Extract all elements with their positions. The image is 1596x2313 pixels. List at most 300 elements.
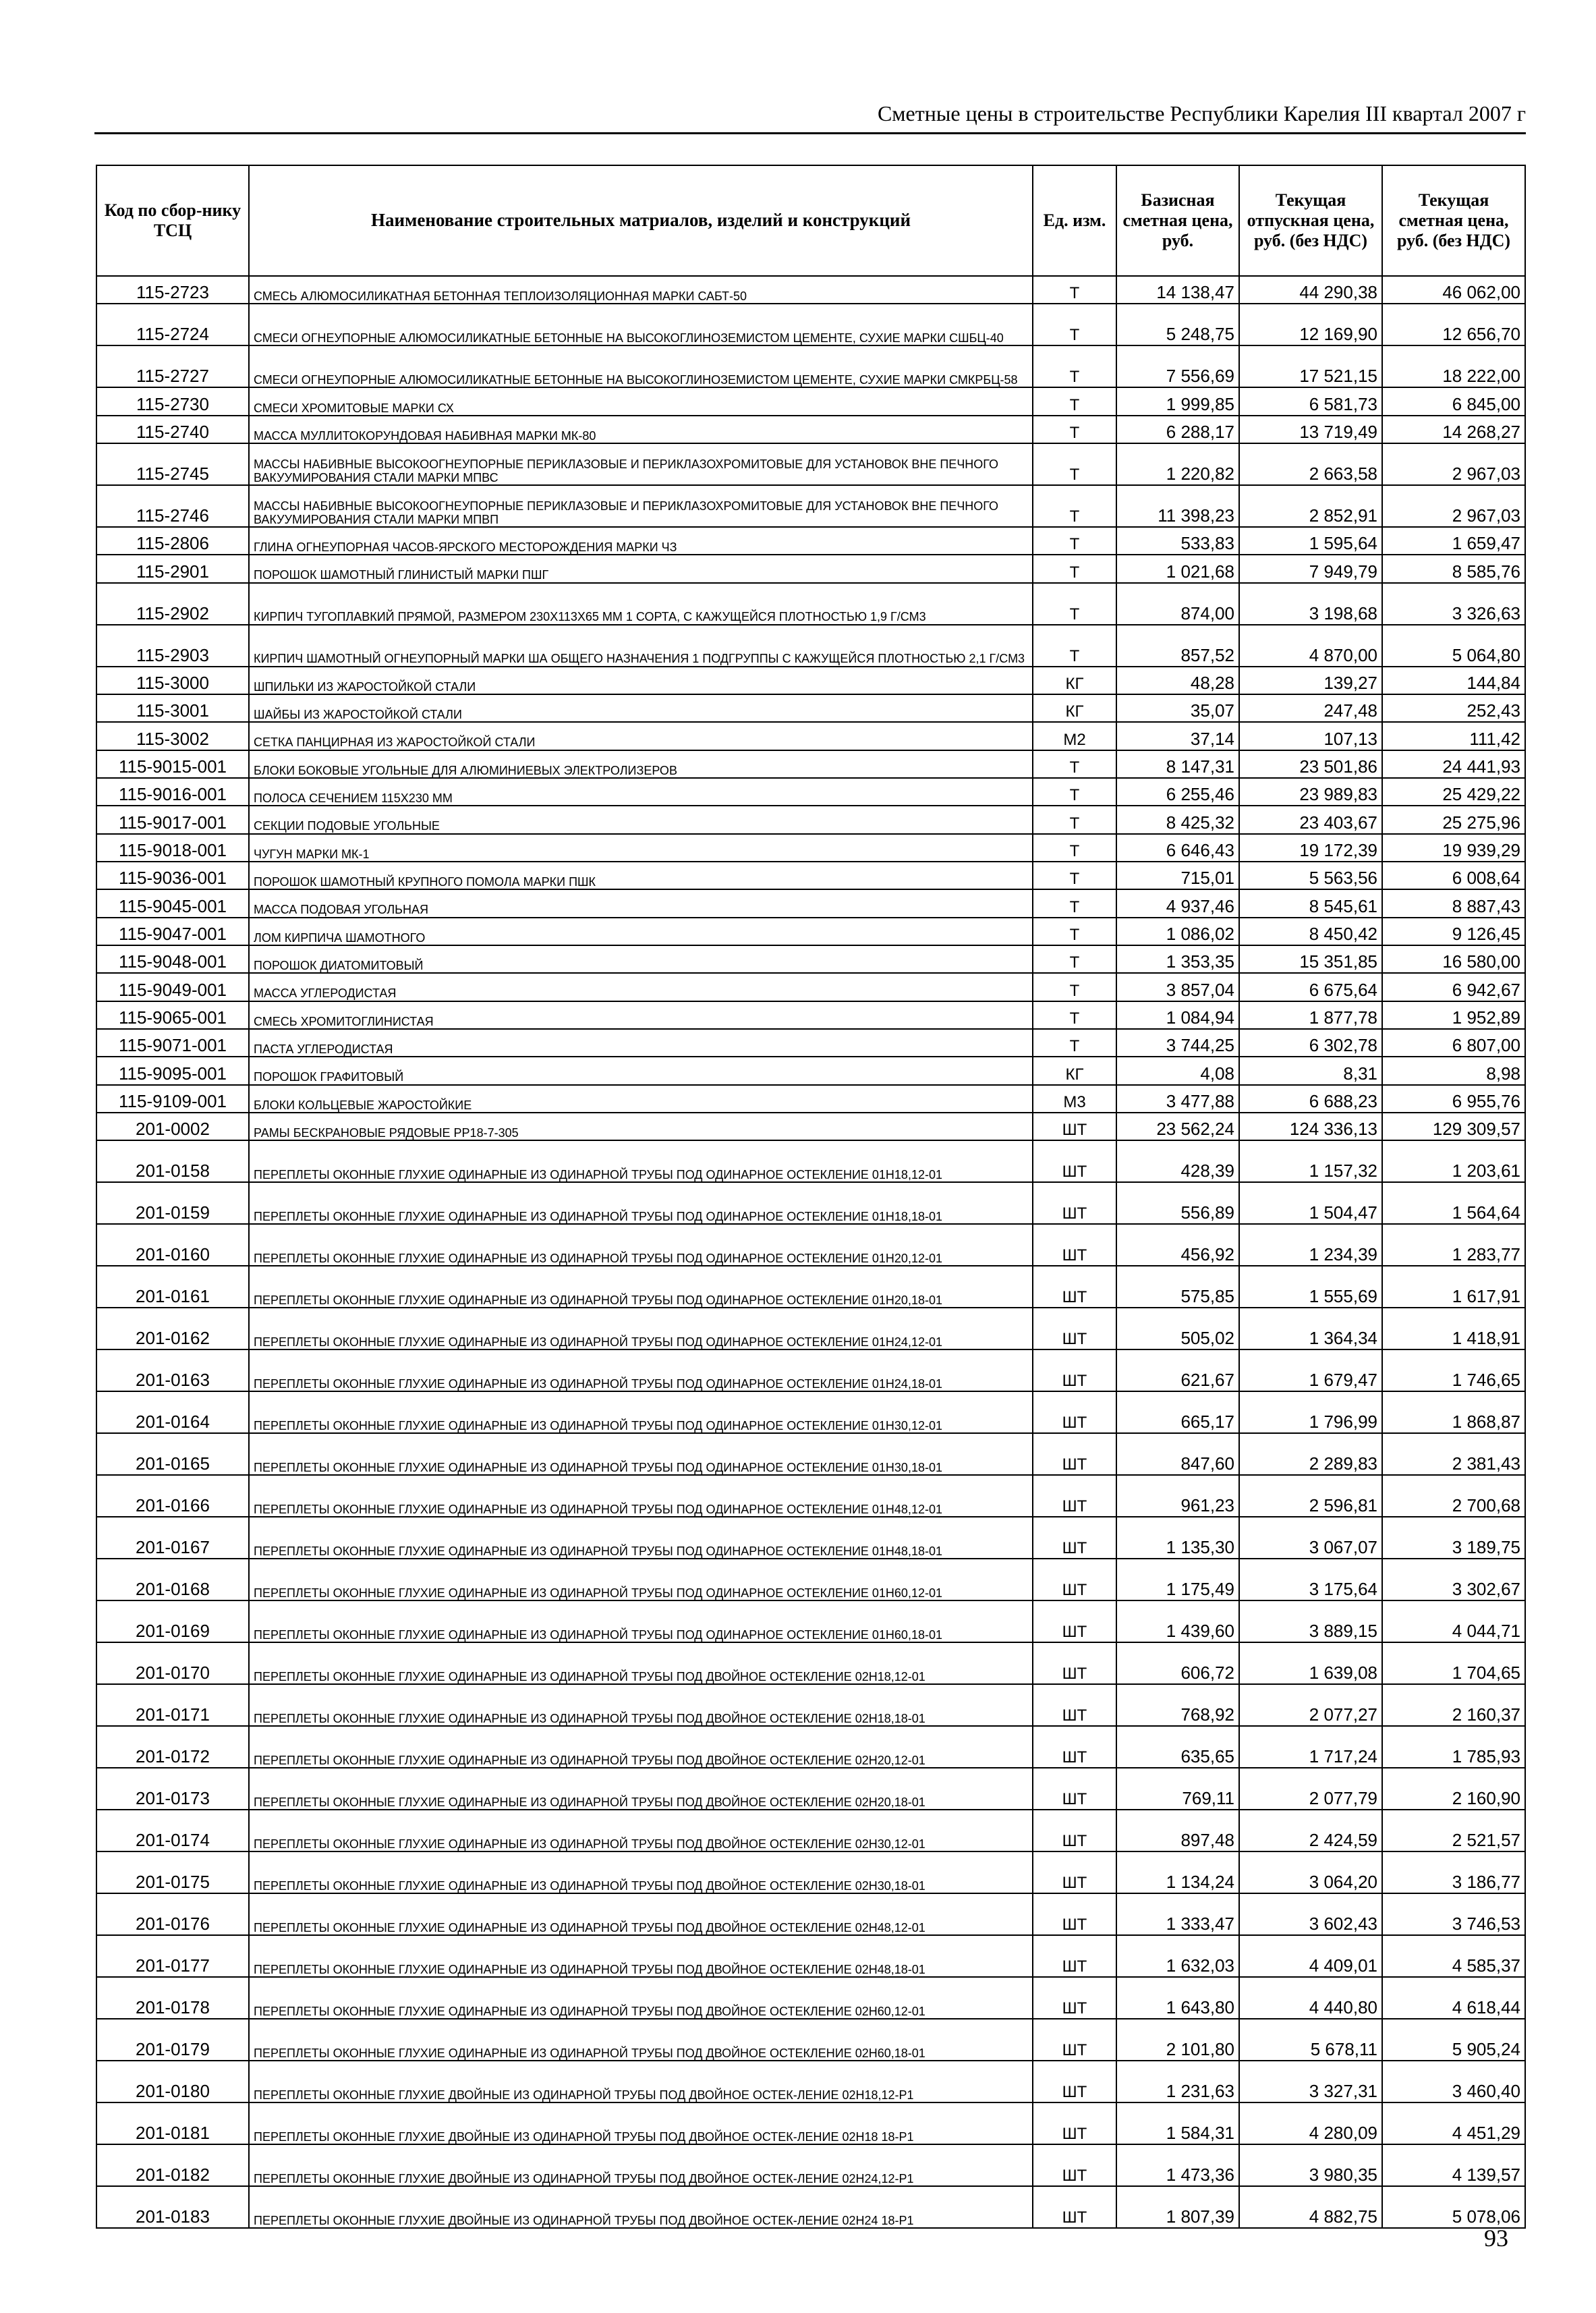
cell-code: 201-0170: [96, 1642, 249, 1684]
cell-base-price: 1 999,85: [1116, 387, 1239, 415]
cell-estimate-price: 1 203,61: [1382, 1140, 1525, 1182]
cell-release-price: 124 336,13: [1239, 1113, 1382, 1140]
cell-unit: ШТ: [1033, 1475, 1116, 1517]
table-row: [96, 2144, 1525, 2186]
cell-code: 115-2746: [96, 485, 249, 527]
cell-name: ПЕРЕПЛЕТЫ ОКОННЫЕ ГЛУХИЕ ДВОЙНЫЕ ИЗ ОДИНАРНОЙ ТРУБЫ ПОД ДВОЙНОЕ ОСТЕК-ЛЕНИЕ 02Н24 18-Р1: [249, 2186, 1033, 2228]
cell-code: 115-9015-001: [96, 750, 249, 778]
table-row: [96, 1517, 1525, 1559]
table-row: [96, 416, 1525, 443]
header-release-price: Текущая отпускная цена, руб. (без НДС): [1239, 165, 1382, 276]
cell-release-price: 3 602,43: [1239, 1893, 1382, 1935]
table-row: [96, 1768, 1525, 1810]
table-row: [96, 945, 1525, 973]
table-row: [96, 1085, 1525, 1113]
cell-code: 201-0163: [96, 1349, 249, 1391]
cell-estimate-price: 1 952,89: [1382, 1001, 1525, 1029]
cell-code: 201-0159: [96, 1182, 249, 1224]
cell-estimate-price: 2 700,68: [1382, 1475, 1525, 1517]
cell-release-price: 2 289,83: [1239, 1433, 1382, 1475]
cell-base-price: 847,60: [1116, 1433, 1239, 1475]
table-row: [96, 304, 1525, 345]
cell-name: ПЕРЕПЛЕТЫ ОКОННЫЕ ГЛУХИЕ ОДИНАРНЫЕ ИЗ ОДИНАРНОЙ ТРУБЫ ПОД ОДИНАРНОЕ ОСТЕКЛЕНИЕ 01Н18,12-01: [249, 1140, 1033, 1182]
cell-unit: ШТ: [1033, 1224, 1116, 1266]
cell-release-price: 1 504,47: [1239, 1182, 1382, 1224]
table-row: [96, 485, 1525, 527]
header-estimate-price: Текущая сметная цена, руб. (без НДС): [1382, 165, 1525, 276]
table-row: [96, 973, 1525, 1001]
cell-unit: ШТ: [1033, 2102, 1116, 2144]
cell-name: КИРПИЧ ШАМОТНЫЙ ОГНЕУПОРНЫЙ МАРКИ ША ОБЩЕГО НАЗНАЧЕНИЯ 1 ПОДГРУППЫ С КАЖУЩЕЙСЯ ПЛОТНОСТЬЮ 2,1 Г/СМ3: [249, 625, 1033, 667]
cell-estimate-price: 144,84: [1382, 667, 1525, 694]
cell-name: ПЕРЕПЛЕТЫ ОКОННЫЕ ГЛУХИЕ ОДИНАРНЫЕ ИЗ ОДИНАРНОЙ ТРУБЫ ПОД ДВОЙНОЕ ОСТЕКЛЕНИЕ 02Н30,12-01: [249, 1810, 1033, 1851]
table-row: [96, 625, 1525, 667]
cell-base-price: 3 744,25: [1116, 1029, 1239, 1057]
cell-base-price: 8 147,31: [1116, 750, 1239, 778]
cell-code: 115-9017-001: [96, 806, 249, 833]
table-row: [96, 834, 1525, 862]
cell-code: 201-0002: [96, 1113, 249, 1140]
table-row: [96, 1851, 1525, 1893]
table-row: [96, 1726, 1525, 1768]
cell-code: 201-0158: [96, 1140, 249, 1182]
cell-code: 115-9109-001: [96, 1085, 249, 1113]
header-unit: Ед. изм.: [1033, 165, 1116, 276]
cell-code: 115-2901: [96, 555, 249, 582]
cell-code: 201-0178: [96, 1977, 249, 2019]
cell-unit: ШТ: [1033, 1349, 1116, 1391]
cell-code: 115-2727: [96, 345, 249, 387]
cell-estimate-price: 5 064,80: [1382, 625, 1525, 667]
cell-unit: Т: [1033, 625, 1116, 667]
cell-release-price: 1 679,47: [1239, 1349, 1382, 1391]
cell-release-price: 3 198,68: [1239, 583, 1382, 625]
cell-unit: ШТ: [1033, 1433, 1116, 1475]
cell-base-price: 857,52: [1116, 625, 1239, 667]
cell-estimate-price: 2 521,57: [1382, 1810, 1525, 1851]
cell-unit: Т: [1033, 889, 1116, 917]
cell-estimate-price: 1 617,91: [1382, 1266, 1525, 1308]
cell-base-price: 769,11: [1116, 1768, 1239, 1810]
cell-estimate-price: 46 062,00: [1382, 276, 1525, 304]
cell-name: ПАСТА УГЛЕРОДИСТАЯ: [249, 1029, 1033, 1057]
cell-unit: Т: [1033, 583, 1116, 625]
cell-unit: ШТ: [1033, 1642, 1116, 1684]
cell-base-price: 556,89: [1116, 1182, 1239, 1224]
cell-release-price: 5 678,11: [1239, 2019, 1382, 2061]
cell-code: 201-0172: [96, 1726, 249, 1768]
cell-base-price: 1 807,39: [1116, 2186, 1239, 2228]
cell-estimate-price: 2 967,03: [1382, 485, 1525, 527]
cell-base-price: 1 135,30: [1116, 1517, 1239, 1559]
table-row: [96, 1475, 1525, 1517]
cell-base-price: 1 632,03: [1116, 1935, 1239, 1977]
cell-estimate-price: 1 868,87: [1382, 1391, 1525, 1433]
cell-release-price: 1 157,32: [1239, 1140, 1382, 1182]
table-row: [96, 1029, 1525, 1057]
table-row: [96, 1600, 1525, 1642]
cell-base-price: 1 220,82: [1116, 443, 1239, 485]
cell-unit: КГ: [1033, 694, 1116, 722]
cell-name: СЕКЦИИ ПОДОВЫЕ УГОЛЬНЫЕ: [249, 806, 1033, 833]
cell-estimate-price: 18 222,00: [1382, 345, 1525, 387]
cell-base-price: 456,92: [1116, 1224, 1239, 1266]
table-row: [96, 1684, 1525, 1726]
cell-base-price: 1 353,35: [1116, 945, 1239, 973]
cell-unit: Т: [1033, 276, 1116, 304]
cell-code: 201-0179: [96, 2019, 249, 2061]
cell-name: ПЕРЕПЛЕТЫ ОКОННЫЕ ГЛУХИЕ ДВОЙНЫЕ ИЗ ОДИНАРНОЙ ТРУБЫ ПОД ДВОЙНОЕ ОСТЕК-ЛЕНИЕ 02Н24,12-Р1: [249, 2144, 1033, 2186]
table-row: [96, 778, 1525, 806]
cell-base-price: 4 937,46: [1116, 889, 1239, 917]
table-row: [96, 443, 1525, 485]
cell-code: 201-0165: [96, 1433, 249, 1475]
table-row: [96, 918, 1525, 945]
table-row: [96, 1559, 1525, 1600]
cell-name: ПЕРЕПЛЕТЫ ОКОННЫЕ ГЛУХИЕ ДВОЙНЫЕ ИЗ ОДИНАРНОЙ ТРУБЫ ПОД ДВОЙНОЕ ОСТЕК-ЛЕНИЕ 02Н18,12-Р1: [249, 2061, 1033, 2102]
cell-release-price: 2 852,91: [1239, 485, 1382, 527]
table-row: [96, 806, 1525, 833]
cell-unit: ШТ: [1033, 1977, 1116, 2019]
table-row: [96, 345, 1525, 387]
cell-release-price: 247,48: [1239, 694, 1382, 722]
cell-unit: Т: [1033, 918, 1116, 945]
cell-code: 201-0183: [96, 2186, 249, 2228]
cell-name: МАССЫ НАБИВНЫЕ ВЫСОКООГНЕУПОРНЫЕ ПЕРИКЛАЗОВЫЕ И ПЕРИКЛАЗОХРОМИТОВЫЕ ДЛЯ УСТАНОВОК ВНЕ ПЕЧНОГО ВАКУУМИРОВАНИЯ СТАЛИ МАРКИ МПВП: [249, 485, 1033, 527]
cell-code: 201-0175: [96, 1851, 249, 1893]
cell-release-price: 8,31: [1239, 1057, 1382, 1084]
table-row: [96, 387, 1525, 415]
table-row: [96, 1224, 1525, 1266]
cell-name: СМЕСЬ ХРОМИТОГЛИНИСТАЯ: [249, 1001, 1033, 1029]
cell-base-price: 1 333,47: [1116, 1893, 1239, 1935]
table-row: [96, 694, 1525, 722]
cell-release-price: 3 064,20: [1239, 1851, 1382, 1893]
cell-release-price: 1 555,69: [1239, 1266, 1382, 1308]
cell-name: ШАЙБЫ ИЗ ЖАРОСТОЙКОЙ СТАЛИ: [249, 694, 1033, 722]
cell-release-price: 1 639,08: [1239, 1642, 1382, 1684]
cell-base-price: 1 584,31: [1116, 2102, 1239, 2144]
running-header: Сметные цены в строительстве Республики Карелия III квартал 2007 г: [877, 101, 1526, 126]
cell-unit: ШТ: [1033, 1726, 1116, 1768]
cell-unit: КГ: [1033, 667, 1116, 694]
cell-estimate-price: 8 887,43: [1382, 889, 1525, 917]
table-row: [96, 2061, 1525, 2102]
cell-code: 115-9065-001: [96, 1001, 249, 1029]
table-body: [96, 276, 1525, 2228]
cell-name: ЛОМ КИРПИЧА ШАМОТНОГО: [249, 918, 1033, 945]
cell-name: ПЕРЕПЛЕТЫ ОКОННЫЕ ГЛУХИЕ ОДИНАРНЫЕ ИЗ ОДИНАРНОЙ ТРУБЫ ПОД ОДИНАРНОЕ ОСТЕКЛЕНИЕ 01Н30,18-01: [249, 1433, 1033, 1475]
cell-estimate-price: 1 418,91: [1382, 1308, 1525, 1349]
cell-name: ПЕРЕПЛЕТЫ ОКОННЫЕ ГЛУХИЕ ОДИНАРНЫЕ ИЗ ОДИНАРНОЙ ТРУБЫ ПОД ОДИНАРНОЕ ОСТЕКЛЕНИЕ 01Н30,12-01: [249, 1391, 1033, 1433]
table-row: [96, 1308, 1525, 1349]
cell-name: МАССА МУЛЛИТОКОРУНДОВАЯ НАБИВНАЯ МАРКИ МК-80: [249, 416, 1033, 443]
cell-name: ПОЛОСА СЕЧЕНИЕМ 115Х230 ММ: [249, 778, 1033, 806]
cell-name: ПЕРЕПЛЕТЫ ОКОННЫЕ ГЛУХИЕ ОДИНАРНЫЕ ИЗ ОДИНАРНОЙ ТРУБЫ ПОД ДВОЙНОЕ ОСТЕКЛЕНИЕ 02Н20,18-01: [249, 1768, 1033, 1810]
table-row: [96, 722, 1525, 750]
cell-unit: ШТ: [1033, 1308, 1116, 1349]
cell-unit: Т: [1033, 387, 1116, 415]
table-row: [96, 527, 1525, 555]
cell-base-price: 1 439,60: [1116, 1600, 1239, 1642]
cell-code: 201-0177: [96, 1935, 249, 1977]
cell-name: ПЕРЕПЛЕТЫ ОКОННЫЕ ГЛУХИЕ ОДИНАРНЫЕ ИЗ ОДИНАРНОЙ ТРУБЫ ПОД ОДИНАРНОЕ ОСТЕКЛЕНИЕ 01Н60,18-01: [249, 1600, 1033, 1642]
cell-name: ПОРОШОК ШАМОТНЫЙ КРУПНОГО ПОМОЛА МАРКИ ПШК: [249, 862, 1033, 889]
cell-unit: Т: [1033, 443, 1116, 485]
cell-name: ПЕРЕПЛЕТЫ ОКОННЫЕ ГЛУХИЕ ОДИНАРНЫЕ ИЗ ОДИНАРНОЙ ТРУБЫ ПОД ОДИНАРНОЕ ОСТЕКЛЕНИЕ 01Н20,12-01: [249, 1224, 1033, 1266]
cell-estimate-price: 2 967,03: [1382, 443, 1525, 485]
cell-base-price: 635,65: [1116, 1726, 1239, 1768]
cell-name: СМЕСИ ОГНЕУПОРНЫЕ АЛЮМОСИЛИКАТНЫЕ БЕТОННЫЕ НА ВЫСОКОГЛИНОЗЕМИСТОМ ЦЕМЕНТЕ, СУХИЕ МАРКИ СМКРБЦ-58: [249, 345, 1033, 387]
cell-release-price: 2 424,59: [1239, 1810, 1382, 1851]
cell-base-price: 14 138,47: [1116, 276, 1239, 304]
cell-name: ПЕРЕПЛЕТЫ ОКОННЫЕ ГЛУХИЕ ОДИНАРНЫЕ ИЗ ОДИНАРНОЙ ТРУБЫ ПОД ОДИНАРНОЕ ОСТЕКЛЕНИЕ 01Н60,12-01: [249, 1559, 1033, 1600]
cell-base-price: 23 562,24: [1116, 1113, 1239, 1140]
cell-base-price: 428,39: [1116, 1140, 1239, 1182]
cell-release-price: 3 889,15: [1239, 1600, 1382, 1642]
cell-release-price: 1 364,34: [1239, 1308, 1382, 1349]
cell-base-price: 35,07: [1116, 694, 1239, 722]
cell-estimate-price: 6 942,67: [1382, 973, 1525, 1001]
cell-release-price: 4 409,01: [1239, 1935, 1382, 1977]
cell-base-price: 1 021,68: [1116, 555, 1239, 582]
cell-name: ПЕРЕПЛЕТЫ ОКОННЫЕ ГЛУХИЕ ОДИНАРНЫЕ ИЗ ОДИНАРНОЙ ТРУБЫ ПОД ДВОЙНОЕ ОСТЕКЛЕНИЕ 02Н60,12-01: [249, 1977, 1033, 2019]
cell-base-price: 7 556,69: [1116, 345, 1239, 387]
cell-name: РАМЫ БЕСКРАНОВЫЕ РЯДОВЫЕ РР18-7-305: [249, 1113, 1033, 1140]
cell-name: ПЕРЕПЛЕТЫ ОКОННЫЕ ГЛУХИЕ ОДИНАРНЫЕ ИЗ ОДИНАРНОЙ ТРУБЫ ПОД ОДИНАРНОЕ ОСТЕКЛЕНИЕ 01Н18,18-01: [249, 1182, 1033, 1224]
cell-unit: ШТ: [1033, 2144, 1116, 2186]
table-row: [96, 750, 1525, 778]
cell-unit: Т: [1033, 806, 1116, 833]
cell-name: МАССА ПОДОВАЯ УГОЛЬНАЯ: [249, 889, 1033, 917]
header-code: Код по сбор-нику ТСЦ: [96, 165, 249, 276]
cell-estimate-price: 4 618,44: [1382, 1977, 1525, 2019]
cell-base-price: 11 398,23: [1116, 485, 1239, 527]
cell-estimate-price: 12 656,70: [1382, 304, 1525, 345]
cell-release-price: 8 545,61: [1239, 889, 1382, 917]
cell-release-price: 107,13: [1239, 722, 1382, 750]
cell-code: 201-0160: [96, 1224, 249, 1266]
cell-name: ПЕРЕПЛЕТЫ ОКОННЫЕ ГЛУХИЕ ОДИНАРНЫЕ ИЗ ОДИНАРНОЙ ТРУБЫ ПОД ДВОЙНОЕ ОСТЕКЛЕНИЕ 02Н20,12-01: [249, 1726, 1033, 1768]
cell-code: 115-9036-001: [96, 862, 249, 889]
header-base-price: Базисная сметная цена, руб.: [1116, 165, 1239, 276]
table-row: [96, 1977, 1525, 2019]
cell-code: 115-9071-001: [96, 1029, 249, 1057]
cell-estimate-price: 4 585,37: [1382, 1935, 1525, 1977]
cell-unit: ШТ: [1033, 1517, 1116, 1559]
cell-estimate-price: 6 955,76: [1382, 1085, 1525, 1113]
cell-unit: ШТ: [1033, 1140, 1116, 1182]
table-row: [96, 667, 1525, 694]
cell-release-price: 3 175,64: [1239, 1559, 1382, 1600]
cell-release-price: 15 351,85: [1239, 945, 1382, 973]
cell-code: 201-0173: [96, 1768, 249, 1810]
cell-code: 115-3000: [96, 667, 249, 694]
cell-unit: ШТ: [1033, 1810, 1116, 1851]
cell-code: 115-9047-001: [96, 918, 249, 945]
cell-release-price: 6 688,23: [1239, 1085, 1382, 1113]
cell-name: МАССА УГЛЕРОДИСТАЯ: [249, 973, 1033, 1001]
cell-release-price: 2 077,27: [1239, 1684, 1382, 1726]
cell-release-price: 7 949,79: [1239, 555, 1382, 582]
cell-estimate-price: 25 429,22: [1382, 778, 1525, 806]
cell-release-price: 23 403,67: [1239, 806, 1382, 833]
table-row: [96, 555, 1525, 582]
cell-estimate-price: 3 746,53: [1382, 1893, 1525, 1935]
cell-code: 201-0164: [96, 1391, 249, 1433]
cell-release-price: 5 563,56: [1239, 862, 1382, 889]
cell-base-price: 1 175,49: [1116, 1559, 1239, 1600]
cell-release-price: 6 581,73: [1239, 387, 1382, 415]
cell-estimate-price: 1 283,77: [1382, 1224, 1525, 1266]
cell-base-price: 575,85: [1116, 1266, 1239, 1308]
cell-unit: Т: [1033, 834, 1116, 862]
table-row: [96, 2102, 1525, 2144]
cell-release-price: 19 172,39: [1239, 834, 1382, 862]
cell-base-price: 715,01: [1116, 862, 1239, 889]
cell-release-price: 17 521,15: [1239, 345, 1382, 387]
cell-code: 115-3002: [96, 722, 249, 750]
cell-unit: ШТ: [1033, 1113, 1116, 1140]
cell-code: 115-9048-001: [96, 945, 249, 973]
cell-unit: Т: [1033, 778, 1116, 806]
cell-code: 201-0166: [96, 1475, 249, 1517]
cell-base-price: 48,28: [1116, 667, 1239, 694]
cell-estimate-price: 8,98: [1382, 1057, 1525, 1084]
cell-release-price: 1 877,78: [1239, 1001, 1382, 1029]
table-row: [96, 1642, 1525, 1684]
cell-base-price: 2 101,80: [1116, 2019, 1239, 2061]
cell-estimate-price: 3 326,63: [1382, 583, 1525, 625]
table-header: [96, 165, 1525, 276]
cell-code: 115-9049-001: [96, 973, 249, 1001]
cell-base-price: 1 086,02: [1116, 918, 1239, 945]
table-row: [96, 2186, 1525, 2228]
cell-estimate-price: 1 659,47: [1382, 527, 1525, 555]
cell-release-price: 2 663,58: [1239, 443, 1382, 485]
cell-release-price: 4 882,75: [1239, 2186, 1382, 2228]
cell-name: ЧУГУН МАРКИ МК-1: [249, 834, 1033, 862]
cell-unit: ШТ: [1033, 1768, 1116, 1810]
cell-estimate-price: 2 381,43: [1382, 1433, 1525, 1475]
cell-base-price: 1 084,94: [1116, 1001, 1239, 1029]
cell-base-price: 37,14: [1116, 722, 1239, 750]
cell-unit: ШТ: [1033, 1600, 1116, 1642]
cell-release-price: 4 440,80: [1239, 1977, 1382, 2019]
cell-unit: КГ: [1033, 1057, 1116, 1084]
table-row: [96, 862, 1525, 889]
cell-release-price: 4 870,00: [1239, 625, 1382, 667]
cell-estimate-price: 5 078,06: [1382, 2186, 1525, 2228]
cell-unit: ШТ: [1033, 1684, 1116, 1726]
cell-estimate-price: 1 704,65: [1382, 1642, 1525, 1684]
cell-estimate-price: 19 939,29: [1382, 834, 1525, 862]
cell-code: 115-9016-001: [96, 778, 249, 806]
cell-release-price: 44 290,38: [1239, 276, 1382, 304]
cell-name: ПОРОШОК ШАМОТНЫЙ ГЛИНИСТЫЙ МАРКИ ПШГ: [249, 555, 1033, 582]
table-row: [96, 1001, 1525, 1029]
cell-base-price: 1 134,24: [1116, 1851, 1239, 1893]
table-row: [96, 1810, 1525, 1851]
table-row: [96, 1433, 1525, 1475]
cell-estimate-price: 6 008,64: [1382, 862, 1525, 889]
table-row: [96, 583, 1525, 625]
cell-unit: ШТ: [1033, 1935, 1116, 1977]
cell-code: 115-2902: [96, 583, 249, 625]
cell-code: 201-0169: [96, 1600, 249, 1642]
cell-estimate-price: 129 309,57: [1382, 1113, 1525, 1140]
cell-base-price: 768,92: [1116, 1684, 1239, 1726]
cell-base-price: 665,17: [1116, 1391, 1239, 1433]
cell-name: ПЕРЕПЛЕТЫ ОКОННЫЕ ГЛУХИЕ ОДИНАРНЫЕ ИЗ ОДИНАРНОЙ ТРУБЫ ПОД ДВОЙНОЕ ОСТЕКЛЕНИЕ 02Н60,18-01: [249, 2019, 1033, 2061]
cell-release-price: 6 302,78: [1239, 1029, 1382, 1057]
table-row: [96, 889, 1525, 917]
cell-name: ПЕРЕПЛЕТЫ ОКОННЫЕ ГЛУХИЕ ОДИНАРНЫЕ ИЗ ОДИНАРНОЙ ТРУБЫ ПОД ОДИНАРНОЕ ОСТЕКЛЕНИЕ 01Н48,12-01: [249, 1475, 1033, 1517]
cell-unit: ШТ: [1033, 2186, 1116, 2228]
cell-base-price: 961,23: [1116, 1475, 1239, 1517]
cell-name: ПОРОШОК ДИАТОМИТОВЫЙ: [249, 945, 1033, 973]
cell-code: 201-0162: [96, 1308, 249, 1349]
cell-base-price: 4,08: [1116, 1057, 1239, 1084]
cell-base-price: 621,67: [1116, 1349, 1239, 1391]
cell-estimate-price: 3 189,75: [1382, 1517, 1525, 1559]
cell-estimate-price: 4 139,57: [1382, 2144, 1525, 2186]
cell-estimate-price: 16 580,00: [1382, 945, 1525, 973]
table-row: [96, 1182, 1525, 1224]
cell-release-price: 4 280,09: [1239, 2102, 1382, 2144]
cell-unit: Т: [1033, 750, 1116, 778]
cell-release-price: 3 067,07: [1239, 1517, 1382, 1559]
table-row: [96, 1140, 1525, 1182]
cell-code: 115-9095-001: [96, 1057, 249, 1084]
cell-code: 115-2903: [96, 625, 249, 667]
cell-name: ПЕРЕПЛЕТЫ ОКОННЫЕ ГЛУХИЕ ОДИНАРНЫЕ ИЗ ОДИНАРНОЙ ТРУБЫ ПОД ДВОЙНОЕ ОСТЕКЛЕНИЕ 02Н48,18-01: [249, 1935, 1033, 1977]
cell-unit: Т: [1033, 555, 1116, 582]
cell-base-price: 6 288,17: [1116, 416, 1239, 443]
cell-code: 201-0161: [96, 1266, 249, 1308]
cell-code: 201-0171: [96, 1684, 249, 1726]
cell-name: ПЕРЕПЛЕТЫ ОКОННЫЕ ГЛУХИЕ ОДИНАРНЫЕ ИЗ ОДИНАРНОЙ ТРУБЫ ПОД ОДИНАРНОЕ ОСТЕКЛЕНИЕ 01Н48,18-01: [249, 1517, 1033, 1559]
cell-base-price: 897,48: [1116, 1810, 1239, 1851]
cell-name: СЕТКА ПАНЦИРНАЯ ИЗ ЖАРОСТОЙКОЙ СТАЛИ: [249, 722, 1033, 750]
cell-estimate-price: 25 275,96: [1382, 806, 1525, 833]
table-row: [96, 1057, 1525, 1084]
table-row: [96, 1266, 1525, 1308]
cell-unit: Т: [1033, 416, 1116, 443]
cell-unit: ШТ: [1033, 2019, 1116, 2061]
cell-estimate-price: 3 302,67: [1382, 1559, 1525, 1600]
page-number: 93: [1484, 2225, 1508, 2252]
cell-code: 115-2730: [96, 387, 249, 415]
cell-name: ПЕРЕПЛЕТЫ ОКОННЫЕ ГЛУХИЕ ОДИНАРНЫЕ ИЗ ОДИНАРНОЙ ТРУБЫ ПОД ДВОЙНОЕ ОСТЕКЛЕНИЕ 02Н48,12-01: [249, 1893, 1033, 1935]
cell-name: СМЕСИ ХРОМИТОВЫЕ МАРКИ СХ: [249, 387, 1033, 415]
table-row: [96, 1893, 1525, 1935]
cell-code: 201-0176: [96, 1893, 249, 1935]
cell-release-price: 13 719,49: [1239, 416, 1382, 443]
cell-unit: Т: [1033, 973, 1116, 1001]
cell-estimate-price: 252,43: [1382, 694, 1525, 722]
cell-release-price: 3 327,31: [1239, 2061, 1382, 2102]
cell-name: ПЕРЕПЛЕТЫ ОКОННЫЕ ГЛУХИЕ ОДИНАРНЫЕ ИЗ ОДИНАРНОЙ ТРУБЫ ПОД ОДИНАРНОЕ ОСТЕКЛЕНИЕ 01Н24,18-01: [249, 1349, 1033, 1391]
cell-unit: Т: [1033, 345, 1116, 387]
cell-unit: ШТ: [1033, 2061, 1116, 2102]
cell-estimate-price: 4 044,71: [1382, 1600, 1525, 1642]
cell-code: 201-0180: [96, 2061, 249, 2102]
header-name: Наименование строительных матриалов, изделий и конструкций: [249, 165, 1033, 276]
cell-release-price: 1 796,99: [1239, 1391, 1382, 1433]
header-rule: [94, 132, 1526, 134]
cell-estimate-price: 9 126,45: [1382, 918, 1525, 945]
